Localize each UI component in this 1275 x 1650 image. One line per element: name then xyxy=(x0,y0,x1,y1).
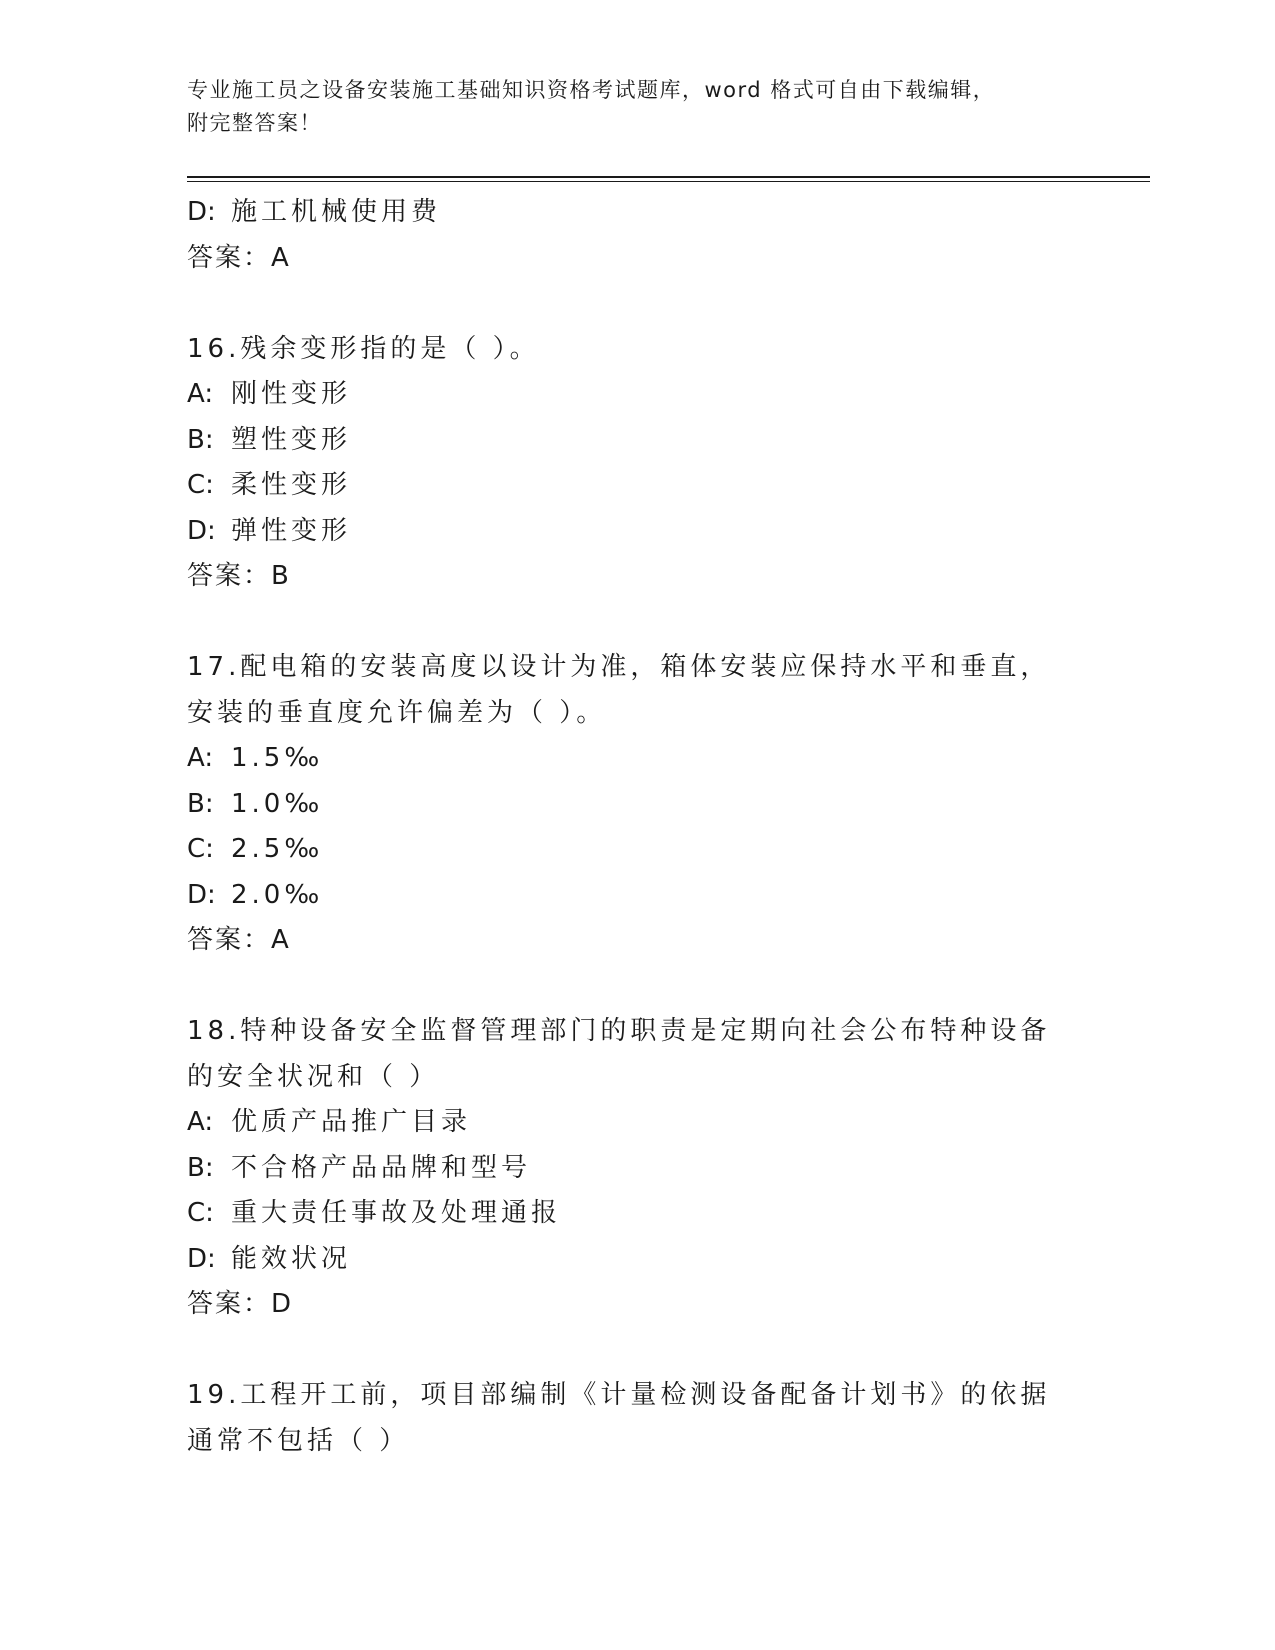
option-label: C: xyxy=(187,834,214,864)
option-text: 柔性变形 xyxy=(231,470,352,500)
option-label: D: xyxy=(187,197,216,227)
option-text: 1.0‰ xyxy=(231,788,324,819)
question-stem-18: 18.特种设备安全监督管理部门的职责是定期向社会公布特种设备的安全状况和（ ） xyxy=(187,1016,1051,1092)
option-text: 施工机械使用费 xyxy=(231,197,442,227)
header-divider-thick xyxy=(187,176,1150,178)
option-label: B: xyxy=(187,424,214,455)
header-line-2: 附完整答案！ xyxy=(187,111,322,135)
option-label: B: xyxy=(187,788,214,819)
spacer xyxy=(187,281,1087,327)
answer-line: 答案：D xyxy=(187,1289,294,1319)
option-label: D: xyxy=(187,1243,216,1274)
option-b xyxy=(187,1146,1087,1192)
option-label: D: xyxy=(187,515,216,546)
question-list xyxy=(187,190,1087,1464)
spacer xyxy=(187,964,1087,1010)
option-a xyxy=(187,736,1087,782)
option-b xyxy=(187,782,1087,828)
option-a xyxy=(187,372,1087,418)
option-d xyxy=(187,190,1087,236)
option-text: 优质产品推广目录 xyxy=(231,1107,472,1137)
answer-line: 答案：B xyxy=(187,561,291,591)
option-text: 1.5‰ xyxy=(231,743,324,773)
spacer xyxy=(187,600,1087,646)
option-text: 2.5‰ xyxy=(231,834,324,864)
option-text: 重大责任事故及处理通报 xyxy=(231,1198,562,1228)
option-label: C: xyxy=(187,470,214,500)
option-text: 不合格产品品牌和型号 xyxy=(231,1152,532,1183)
option-c xyxy=(187,463,1087,509)
option-c xyxy=(187,1191,1087,1237)
option-a xyxy=(187,1100,1087,1146)
question-stem-17: 17.配电箱的安装高度以设计为准，箱体安装应保持水平和垂直，安装的垂直度允许偏差为（ ）。 xyxy=(187,652,1051,728)
option-b xyxy=(187,418,1087,464)
question-stem-19: 19.工程开工前，项目部编制《计量检测设备配备计划书》的依据通常不包括（ ） xyxy=(187,1380,1051,1456)
option-label: A: xyxy=(187,1107,214,1137)
document-header xyxy=(187,74,1067,140)
option-label: A: xyxy=(187,743,214,773)
option-label: B: xyxy=(187,1152,214,1183)
header-line-1: 专业施工员之设备安装施工基础知识资格考试题库，word 格式可自由下载编辑， xyxy=(187,78,996,102)
option-d xyxy=(187,873,1087,919)
option-label: D: xyxy=(187,879,216,910)
option-text: 弹性变形 xyxy=(231,515,352,546)
header-divider-thin xyxy=(187,181,1150,182)
spacer xyxy=(187,1328,1087,1374)
option-text: 2.0‰ xyxy=(231,879,324,910)
option-label: A: xyxy=(187,379,214,409)
option-label: C: xyxy=(187,1198,214,1228)
option-d xyxy=(187,1237,1087,1283)
option-text: 刚性变形 xyxy=(231,379,352,409)
option-c xyxy=(187,827,1087,873)
option-text: 能效状况 xyxy=(231,1243,352,1274)
answer-line: 答案：A xyxy=(187,242,291,273)
answer-line: 答案：A xyxy=(187,925,291,955)
option-d xyxy=(187,509,1087,555)
option-text: 塑性变形 xyxy=(231,424,352,455)
question-stem-16: 16.残余变形指的是（ ）。 xyxy=(187,333,540,364)
